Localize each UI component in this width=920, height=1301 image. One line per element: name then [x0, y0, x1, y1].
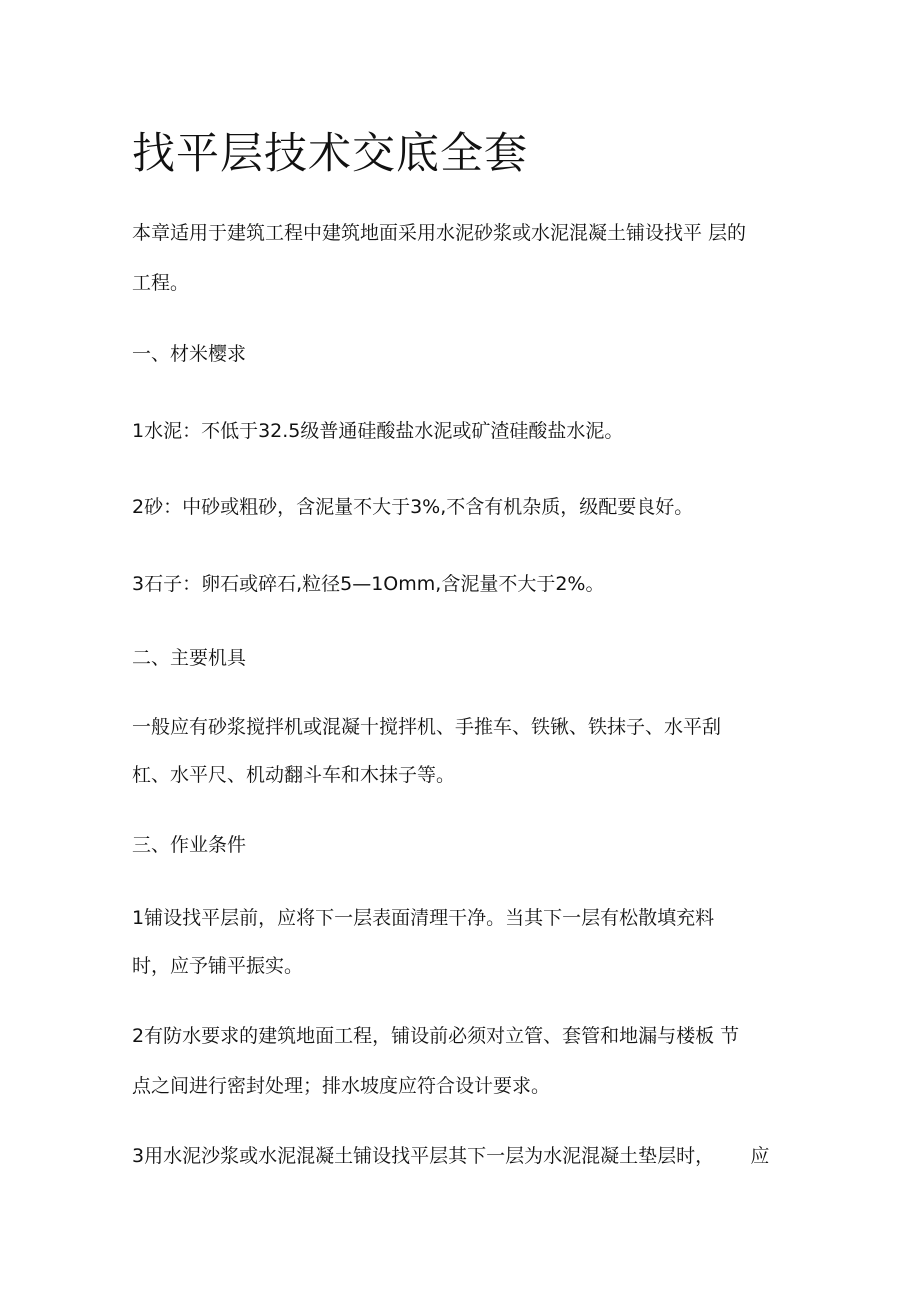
document-title: 找平层技术交底全套: [132, 129, 528, 179]
body-line-scope-1: 本章适用于建筑工程中建筑地面采用水泥砂浆或水泥混凝土铺设找平 层的: [132, 222, 747, 244]
body-line-stone: 3石子：卵石或碎石,粒径5—1Omm,含泥量不大于2%。: [132, 573, 605, 595]
body-line-condition-1b: 时，应予铺平振实。: [132, 955, 304, 977]
body-line-tools-1: 一般应有砂浆搅拌机或混凝十搅拌机、手推车、铁锹、铁抹子、水平刮: [132, 716, 722, 738]
body-line-sand: 2砂：中砂或粗砂，含泥量不大于3%,不含有机杂质，级配要良好。: [132, 496, 694, 518]
body-line-condition-2a: 2有防水要求的建筑地面工程，铺设前必须对立管、套管和地漏与楼板 节: [132, 1025, 740, 1047]
body-line-condition-2b: 点之间进行密封处理；排水坡度应符合设计要求。: [132, 1075, 551, 1097]
body-line-scope-2: 工程。: [132, 272, 190, 294]
section-heading-materials: 一、材米樱求: [132, 343, 247, 365]
body-line-cement: 1水泥：不低于32.5级普通硅酸盐水泥或矿渣硅酸盐水泥。: [132, 420, 624, 442]
section-heading-conditions: 三、作业条件: [132, 834, 247, 856]
body-line-condition-3a: 3用水泥沙浆或水泥混凝土铺设找平层其下一层为水泥混凝土垫层时， 应: [132, 1145, 770, 1167]
body-line-condition-1a: 1铺设找平层前，应将下一层表面清理干净。当其下一层有松散填充料: [132, 907, 715, 929]
section-heading-tools: 二、主要机具: [132, 647, 247, 669]
body-line-tools-2: 杠、水平尺、机动翻斗车和木抹子等。: [132, 764, 456, 786]
